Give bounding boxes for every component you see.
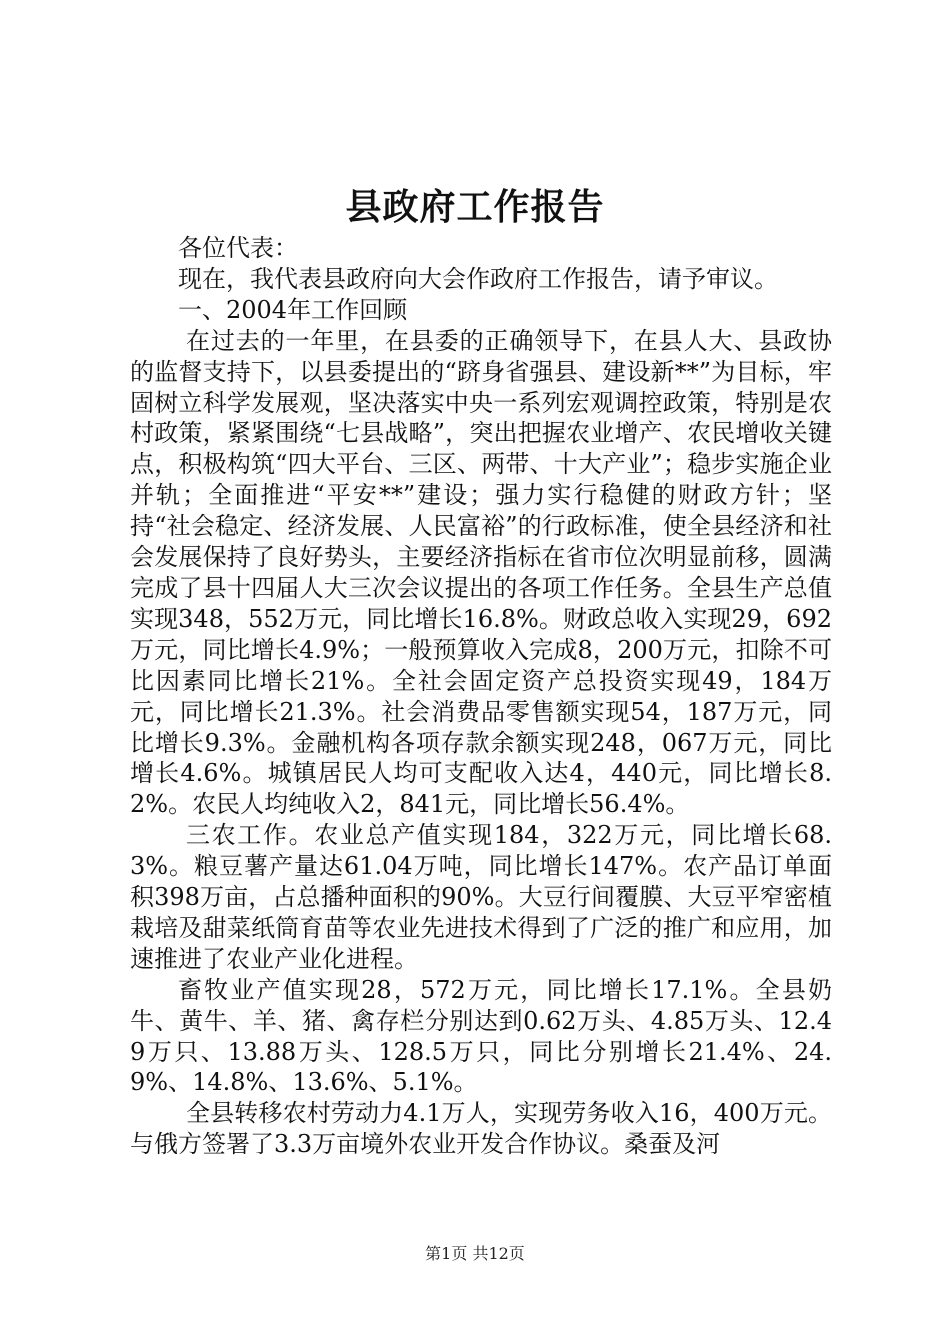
intro-paragraph: 现在，我代表县政府向大会作政府工作报告，请予审议。 xyxy=(178,264,778,293)
agriculture-paragraph: 三农工作。农业总产值实现184，322万元，同比增长68.3%。粮豆薯产量达61.04万吨，同比增长147%。农产品订单面积398万亩，占总播种面积的90%。大豆行间覆膜、大豆平窄密植栽培及甜菜纸筒育苗等农业先进技术得到了广泛的推广和应用，加速推进了农业产业化进程。 xyxy=(130,821,832,973)
document-body xyxy=(130,233,832,1160)
livestock-paragraph: 畜牧业产值实现28，572万元，同比增长17.1%。全县奶牛、黄牛、羊、猪、禽存栏分别达到0.62万头、4.85万头、12.49万只、13.88万头、128.5万只，同比分别增长21.4%、24.9%、14.8%、13.6%、5.1%。 xyxy=(130,975,832,1097)
section-heading: 一、2004年工作回顾 xyxy=(178,295,408,324)
review-paragraph: 在过去的一年里，在县委的正确领导下，在县人大、县政协的监督支持下，以县委提出的“跻身省强县、建设新**”为目标，牢固树立科学发展观，坚决落实中央一系列宏观调控政策，特别是农村政策，紧紧围绕“七县战略”，突出把握农业增产、农民增收关键点，积极构筑“四大平台、三区、两带、十大产业”；稳步实施企业并轨；全面推进“平安**”建设；强力实行稳健的财政方针；坚持“社会稳定、经济发展、人民富裕”的行政标准，使全县经济和社会发展保持了良好势头，主要经济指标在省市位次明显前移，圆满完成了县十四届人大三次会议提出的各项工作任务。全县生产总值实现348，552万元，同比增长16.8%。财政总收入实现29，692万元，同比增长4.9%；一般预算收入完成8，200万元，扣除不可比因素同比增长21%。全社会固定资产总投资实现49，184万元，同比增长21.3%。社会消费品零售额实现54，187万元，同比增长9.3%。金融机构各项存款余额实现248，067万元，同比增长4.6%。城镇居民人均可支配收入达4，440元，同比增长8.2%。农民人均纯收入2，841元，同比增长56.4%。 xyxy=(130,326,832,819)
page-number-footer: 第1页 共12页 xyxy=(425,1244,525,1263)
document-title: 县政府工作报告 xyxy=(345,186,605,228)
labor-paragraph: 全县转移农村劳动力4.1万人，实现劳务收入16，400万元。与俄方签署了3.3万亩境外农业开发合作协议。桑蚕及河 xyxy=(130,1099,832,1159)
salutation-paragraph: 各位代表： xyxy=(178,234,298,262)
